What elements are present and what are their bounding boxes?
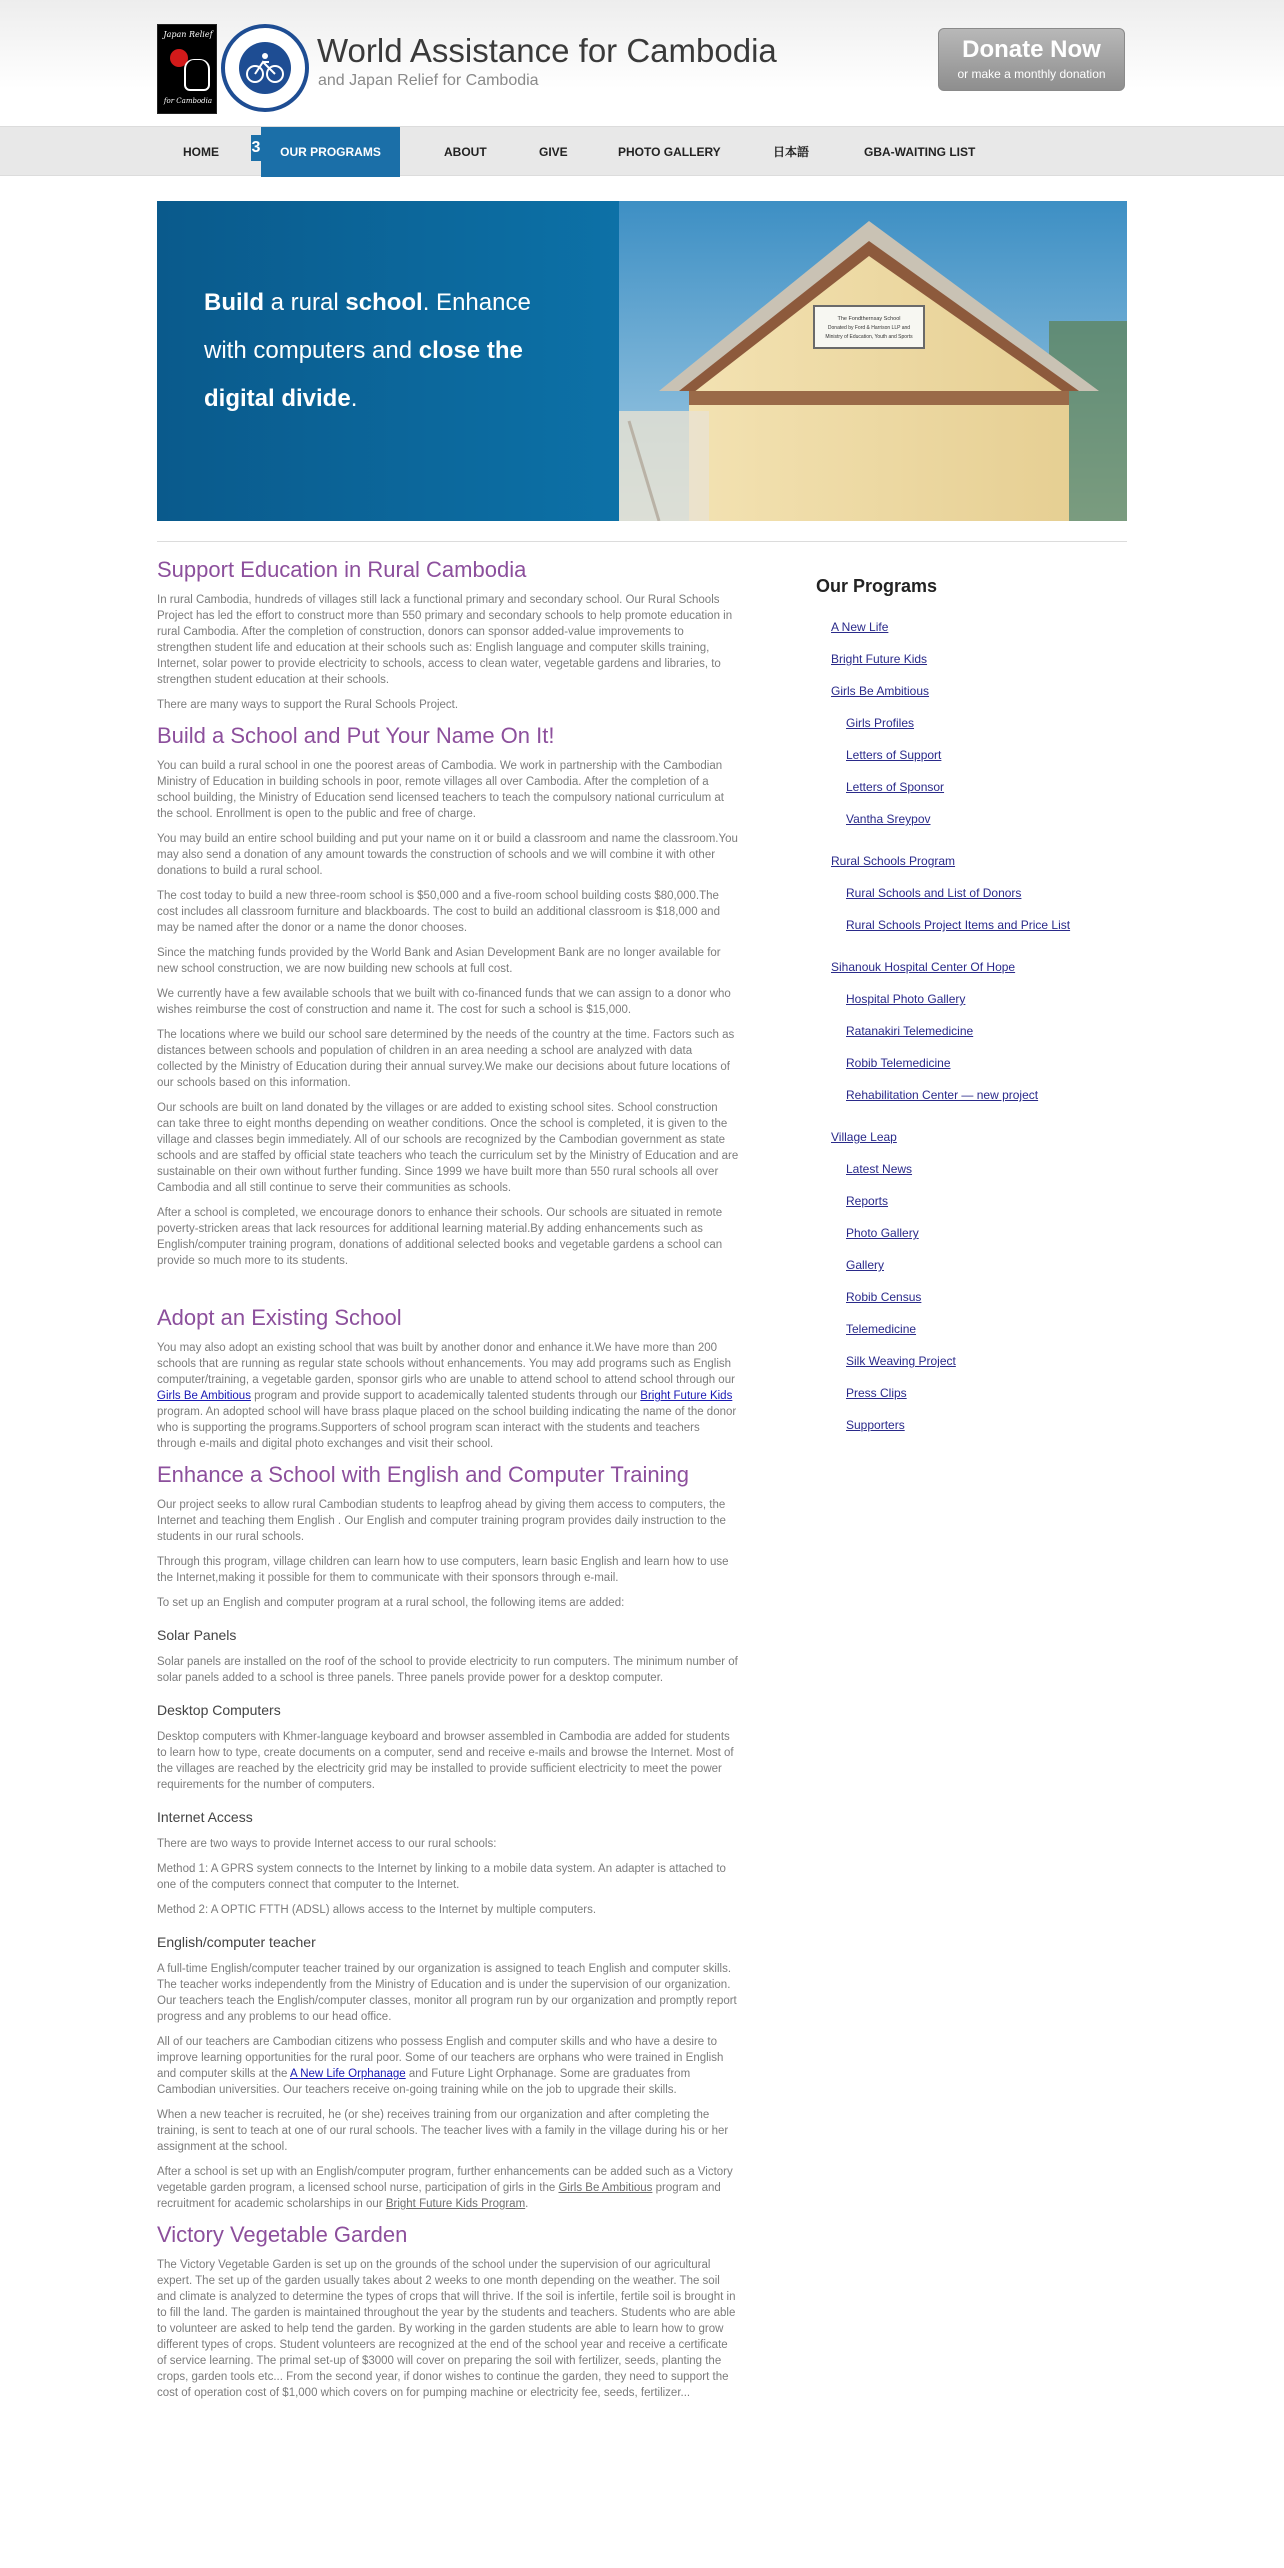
sidebar-subitem-latest-news[interactable]: Latest News xyxy=(846,1162,913,1176)
banner-text-part: . xyxy=(350,385,358,412)
paragraph: We currently have a few available schools that we built with co-financed funds that we can assign to a donor who wishes reimburse the cost of construction and name it. The cost for such a school is $15,000. xyxy=(157,988,731,1016)
girls-be-ambitious-link-2[interactable]: Girls Be Ambitious xyxy=(558,2182,653,2194)
banner-word-build: Build xyxy=(204,289,264,316)
nav-our-programs[interactable]: OUR PROGRAMS xyxy=(261,127,400,177)
sidebar-item-sihanouk-hospital-center-of-hope[interactable]: Sihanouk Hospital Center Of Hope xyxy=(831,960,1016,974)
paragraph: The cost today to build a new three-room school is $50,000 and a five-room school building costs $80,000.The cost includes all classroom furniture and blackboards. The cost to build an additional classroom is $18,000 and may be named after the donor or a name the donor chooses. xyxy=(157,890,720,934)
paragraph: You may build an entire school building and put your name on it or build a classroom and name the classroom.You may also send a donation of any amount towards the construction of schools and we will combine it with other donations to build a rural school. xyxy=(157,833,738,877)
section-title-build-school: Build a School and Put Your Name On It! xyxy=(157,723,555,748)
sidebar-subitem-rural-schools-and-list-of-donors[interactable]: Rural Schools and List of Donors xyxy=(846,886,1022,900)
site-subtitle: and Japan Relief for Cambodia xyxy=(318,72,539,89)
banner-headline xyxy=(204,279,604,423)
site-header xyxy=(0,0,1284,126)
sidebar-subitem-letters-of-sponsor[interactable]: Letters of Sponsor xyxy=(846,780,945,794)
subheading-internet-access: Internet Access xyxy=(157,1809,253,1825)
sign-text: Donated by Ford & Harrison LLP and xyxy=(827,325,911,331)
sidebar-list xyxy=(816,619,1116,1433)
paragraph: Method 1: A GPRS system connects to the Internet by linking to a mobile data system. An adapter is attached to one of the computers connect that computer to the Internet. xyxy=(157,1863,726,1891)
nav-japanese[interactable]: 日本語 xyxy=(773,145,810,159)
text-part: program and provide support to academically talented students through our xyxy=(250,1390,641,1402)
subheading-english-computer-teacher: English/computer teacher xyxy=(157,1934,316,1950)
main-content xyxy=(157,556,739,2410)
sidebar-subitem-letters-of-support[interactable]: Letters of Support xyxy=(846,748,942,762)
paragraph: There are many ways to support the Rural Schools Project. xyxy=(157,699,459,711)
sidebar-subitem-robib-census[interactable]: Robib Census xyxy=(846,1290,922,1304)
banner-text-part: with computers and xyxy=(204,337,419,364)
school-building-photo xyxy=(619,201,1127,521)
paragraph: In rural Cambodia, hundreds of villages still lack a functional primary and secondary school. Our Rural Schools Project has led the effort to construct more than 550 primary and secondary schools to help promote education in rural Cambodia. After the completion of construction, donors can sponsor added-value improvements to strengthen student life and education at their schools such as: English language and computer skills training, Internet, solar power to provide electricity to schools, access to clean water, vegetable gardens and libraries, to strengthen student education at their schools. xyxy=(157,594,733,686)
sidebar-title: Our Programs xyxy=(816,576,938,596)
paragraph xyxy=(157,1340,739,1452)
banner-word-school: school xyxy=(345,289,423,316)
bright-future-kids-program-link[interactable]: Bright Future Kids Program xyxy=(385,2198,526,2210)
paragraph: Our schools are built on land donated by the villages or are added to existing school sites. School construction can take three to eight months depending on weather conditions. Once the school is completed, it is given to the village and classes begin immediately. All of our schools are recognized by the Cambodian government as state schools and are staffed by official state teachers who teach the curriculum set by the Ministry of Education and are sustainable on their own without further funding. Since 1999 we have built more than 550 rural schools all over Cambodia and all still continue to serve their communities as schools. xyxy=(157,1102,739,1194)
sidebar-item-girls-be-ambitious[interactable]: Girls Be Ambitious xyxy=(831,684,930,698)
sign-text: Ministry of Education, Youth and Sports xyxy=(825,334,913,340)
paragraph: Desktop computers with Khmer-language keyboard and browser assembled in Cambodia are added for students to learn how to type, create documents on a computer, send and receive e-mails and browse the Internet. Most of the villages are reached by the electricity grid may be installed to provide sufficient electricity to meet the power requirements for the number of computers. xyxy=(157,1731,734,1791)
sidebar-subitem-reports[interactable]: Reports xyxy=(846,1194,889,1208)
girls-be-ambitious-link[interactable]: Girls Be Ambitious xyxy=(157,1390,251,1402)
a-new-life-orphanage-link[interactable]: A New Life Orphanage xyxy=(289,2068,406,2080)
japan-relief-logo[interactable] xyxy=(157,24,217,114)
sidebar-our-programs xyxy=(816,576,1116,1449)
sidebar-subitem-ratanakiri-telemedicine[interactable]: Ratanakiri Telemedicine xyxy=(846,1024,974,1038)
paragraph: Solar panels are installed on the roof of the school to provide electricity to run computers. The minimum number of solar panels added to a school is three panels. Three panels provide power for a desktop computer. xyxy=(157,1656,738,1684)
bicycle-icon xyxy=(245,50,285,86)
sidebar-spacer xyxy=(816,949,1116,959)
sidebar-subitem-hospital-photo-gallery[interactable]: Hospital Photo Gallery xyxy=(846,992,966,1006)
sidebar-subitem-robib-telemedicine[interactable]: Robib Telemedicine xyxy=(846,1056,951,1070)
nav-give[interactable]: GIVE xyxy=(539,145,568,159)
sign-text: The Fondthernsay School xyxy=(837,316,901,322)
paragraph: The Victory Vegetable Garden is set up on the grounds of the school under the supervision of our agricultural expert. The set up of the garden usually takes about 2 weeks to one month depending on the weather. The soil and climate is analyzed to determine the types of crops that will thrive. If the soil is infertile, fertile soil is brought in to fill the land. The garden is maintained throughout the year by the students and teachers. Students who are able to volunteer are asked to help tend the garden. By working in the garden students are able to learn how to grow different types of crops. Student volunteers are recognized at the end of the school year and receive a certificate of service learning. The primal set-up of $3000 will cover on preparing the soil with fertilizer, seeds, planting the crops, garden tools etc... From the second year, if donor wishes to continue the garden, they need to support the cost of operation cost of $1,000 which covers on for pumping machine or electricity fee, seeds, fertilizer... xyxy=(157,2259,736,2399)
paragraph xyxy=(157,2164,739,2212)
section-title-enhance-school: Enhance a School with English and Computer Training xyxy=(157,1462,689,1487)
sidebar-subitem-vantha-sreypov[interactable]: Vantha Sreypov xyxy=(846,812,931,826)
donate-now-button[interactable] xyxy=(938,28,1125,91)
banner-text-part: . Enhance xyxy=(422,289,531,316)
sidebar-item-village-leap[interactable]: Village Leap xyxy=(831,1130,897,1144)
text-part: After a school is set up with an English/computer program, further enhancements can be added such as a Victory vegetable garden program, a licensed school nurse, participation of girls in the xyxy=(157,2166,733,2194)
banner-word-digital-divide: digital divide xyxy=(204,385,351,412)
nav-photo-gallery[interactable]: PHOTO GALLERY xyxy=(618,145,721,159)
banner-word-close: close the xyxy=(418,337,523,364)
sidebar-subitem-gallery[interactable]: Gallery xyxy=(846,1258,885,1272)
main-nav xyxy=(0,126,1284,176)
paragraph: After a school is completed, we encourage donors to enhance their schools. Our schools are situated in remote poverty-stricken areas that lack resources for additional learning material.By adding enhancements such as English/computer training program, donations of additional selected books and vegetable gardens a school can provide so much more to its students. xyxy=(157,1207,723,1267)
sidebar-subitem-supporters[interactable]: Supporters xyxy=(846,1418,905,1432)
text-part: You may also adopt an existing school that was built by another donor and enhance it.We have more than 200 schools that are running as regular state schools without enhancements. You may add programs such as English computer/training, a vegetable garden, sponsor girls who are unable to attend school to attend school through our xyxy=(157,1342,735,1386)
japan-relief-logo-subtitle: for Cambodia xyxy=(163,97,213,105)
site-title[interactable]: World Assistance for Cambodia xyxy=(317,32,777,69)
sidebar-subitem-silk-weaving-project[interactable]: Silk Weaving Project xyxy=(846,1354,956,1368)
sidebar-item-bright-future-kids[interactable]: Bright Future Kids xyxy=(831,652,928,666)
divider xyxy=(157,541,1127,542)
paragraph: You can build a rural school in one the poorest areas of Cambodia. We work in partnership with the Cambodian Ministry of Education in building schools in poor, remote villages all over Cambodia. After the completion of a school building, the Ministry of Education send licensed teachers to teach the compulsory national curriculum at the school. Enrollment is open to the public and free of charge. xyxy=(157,760,724,820)
paragraph xyxy=(157,2034,739,2098)
sidebar-item-a-new-life[interactable]: A New Life xyxy=(831,620,889,634)
nav-about[interactable]: ABOUT xyxy=(444,145,487,159)
subheading-solar-panels: Solar Panels xyxy=(157,1627,237,1643)
paragraph: The locations where we build our school sare determined by the needs of the country at the time. Factors such as distances between schools and population of children in an area needing a school are analyzed with data collected by the Ministry of Education during their annual survey.We make our decisions about future locations of our schools based on this information. xyxy=(157,1029,735,1089)
nav-gba-waiting-list[interactable]: GBA-WAITING LIST xyxy=(864,145,976,159)
japan-relief-logo-title: Japan Relief xyxy=(163,30,213,39)
hero-banner xyxy=(157,201,1127,521)
subheading-desktop-computers: Desktop Computers xyxy=(157,1702,281,1718)
paragraph: There are two ways to provide Internet access to our rural schools: xyxy=(157,1838,497,1850)
text-part: All of our teachers are Cambodian citizens who possess English and computer skills and who have a desire to improve learning opportunities for the rural poor. Some of our teachers are orphans who were trained in English and computer skills at the xyxy=(157,2036,724,2080)
paragraph: To set up an English and computer program at a rural school, the following items are added: xyxy=(157,1597,625,1609)
paragraph: Since the matching funds provided by the World Bank and Asian Development Bank are no longer available for new school construction, we are now building new schools at full cost. xyxy=(157,947,721,975)
paragraph: A full-time English/computer teacher trained by our organization is assigned to teach English and computer skills. The teacher works independently from the Ministry of Education and is under the supervision of our organization. Our teachers teach the English/computer classes, monitor all program run by our organization and promptly report progress and any problems to our head office. xyxy=(157,1963,737,2023)
text-part: and Future Light Orphanage. Some are graduates from Cambodian universities. Our teachers receive on-going training while on the job to upgrade their skills. xyxy=(157,2068,691,2096)
section-title-support-education: Support Education in Rural Cambodia xyxy=(157,557,527,582)
sidebar-subitem-rehabilitation-center-new-project[interactable]: Rehabilitation Center — new project xyxy=(846,1088,1039,1102)
banner-text-part: a rural xyxy=(264,289,346,316)
text-part: program. An adopted school will have brass plaque placed on the school building indicating the name of the donor who is supporting the programs.Supporters of school program scan interact with the students and teachers through e-mails and digital photo exchanges and visit their school. xyxy=(157,1406,737,1450)
text-part: program and recruitment for academic scholarships in our xyxy=(157,2182,721,2210)
section-title-victory-garden: Victory Vegetable Garden xyxy=(157,2222,408,2247)
nav-marker-badge: 3 xyxy=(251,135,261,161)
donate-sublabel: or make a monthly donation xyxy=(957,67,1106,81)
sidebar-item-rural-schools-program[interactable]: Rural Schools Program xyxy=(831,854,956,868)
sidebar-subitem-girls-profiles[interactable]: Girls Profiles xyxy=(846,716,915,730)
sidebar-subitem-telemedicine[interactable]: Telemedicine xyxy=(846,1322,917,1336)
donate-label: Donate Now xyxy=(962,36,1101,63)
sidebar-subitem-rural-schools-project-items-and-price-list[interactable]: Rural Schools Project Items and Price List xyxy=(846,918,1071,932)
sidebar-subitem-photo-gallery[interactable]: Photo Gallery xyxy=(846,1226,919,1240)
nav-home[interactable]: HOME xyxy=(183,145,219,159)
text-part: . xyxy=(525,2198,529,2210)
paragraph: Method 2: A OPTIC FTTH (ADSL) allows access to the Internet by multiple computers. xyxy=(157,1904,597,1916)
paragraph: Our project seeks to allow rural Cambodian students to leapfrog ahead by giving them access to computers, the Internet and teaching them English . Our English and computer training program provides daily instruction to the students in our rural schools. xyxy=(157,1499,726,1543)
sidebar-subitem-press-clips[interactable]: Press Clips xyxy=(846,1386,907,1400)
sidebar-spacer xyxy=(816,1119,1116,1129)
bright-future-kids-link[interactable]: Bright Future Kids xyxy=(640,1390,733,1402)
wac-seal-logo[interactable] xyxy=(221,24,309,112)
section-title-adopt-school: Adopt an Existing School xyxy=(157,1305,402,1330)
paragraph: Through this program, village children can learn how to use computers, learn basic English and learn how to use the Internet,making it possible for them to communicate with their sponsors through e-mail. xyxy=(157,1556,729,1584)
hand-icon xyxy=(184,59,210,91)
sidebar-spacer xyxy=(816,843,1116,853)
paragraph: When a new teacher is recruited, he (or she) receives training from our organization and after completing the training, is sent to teach at one of our rural schools. The teacher lives with a family in the village during his or her assignment at the school. xyxy=(157,2109,729,2153)
